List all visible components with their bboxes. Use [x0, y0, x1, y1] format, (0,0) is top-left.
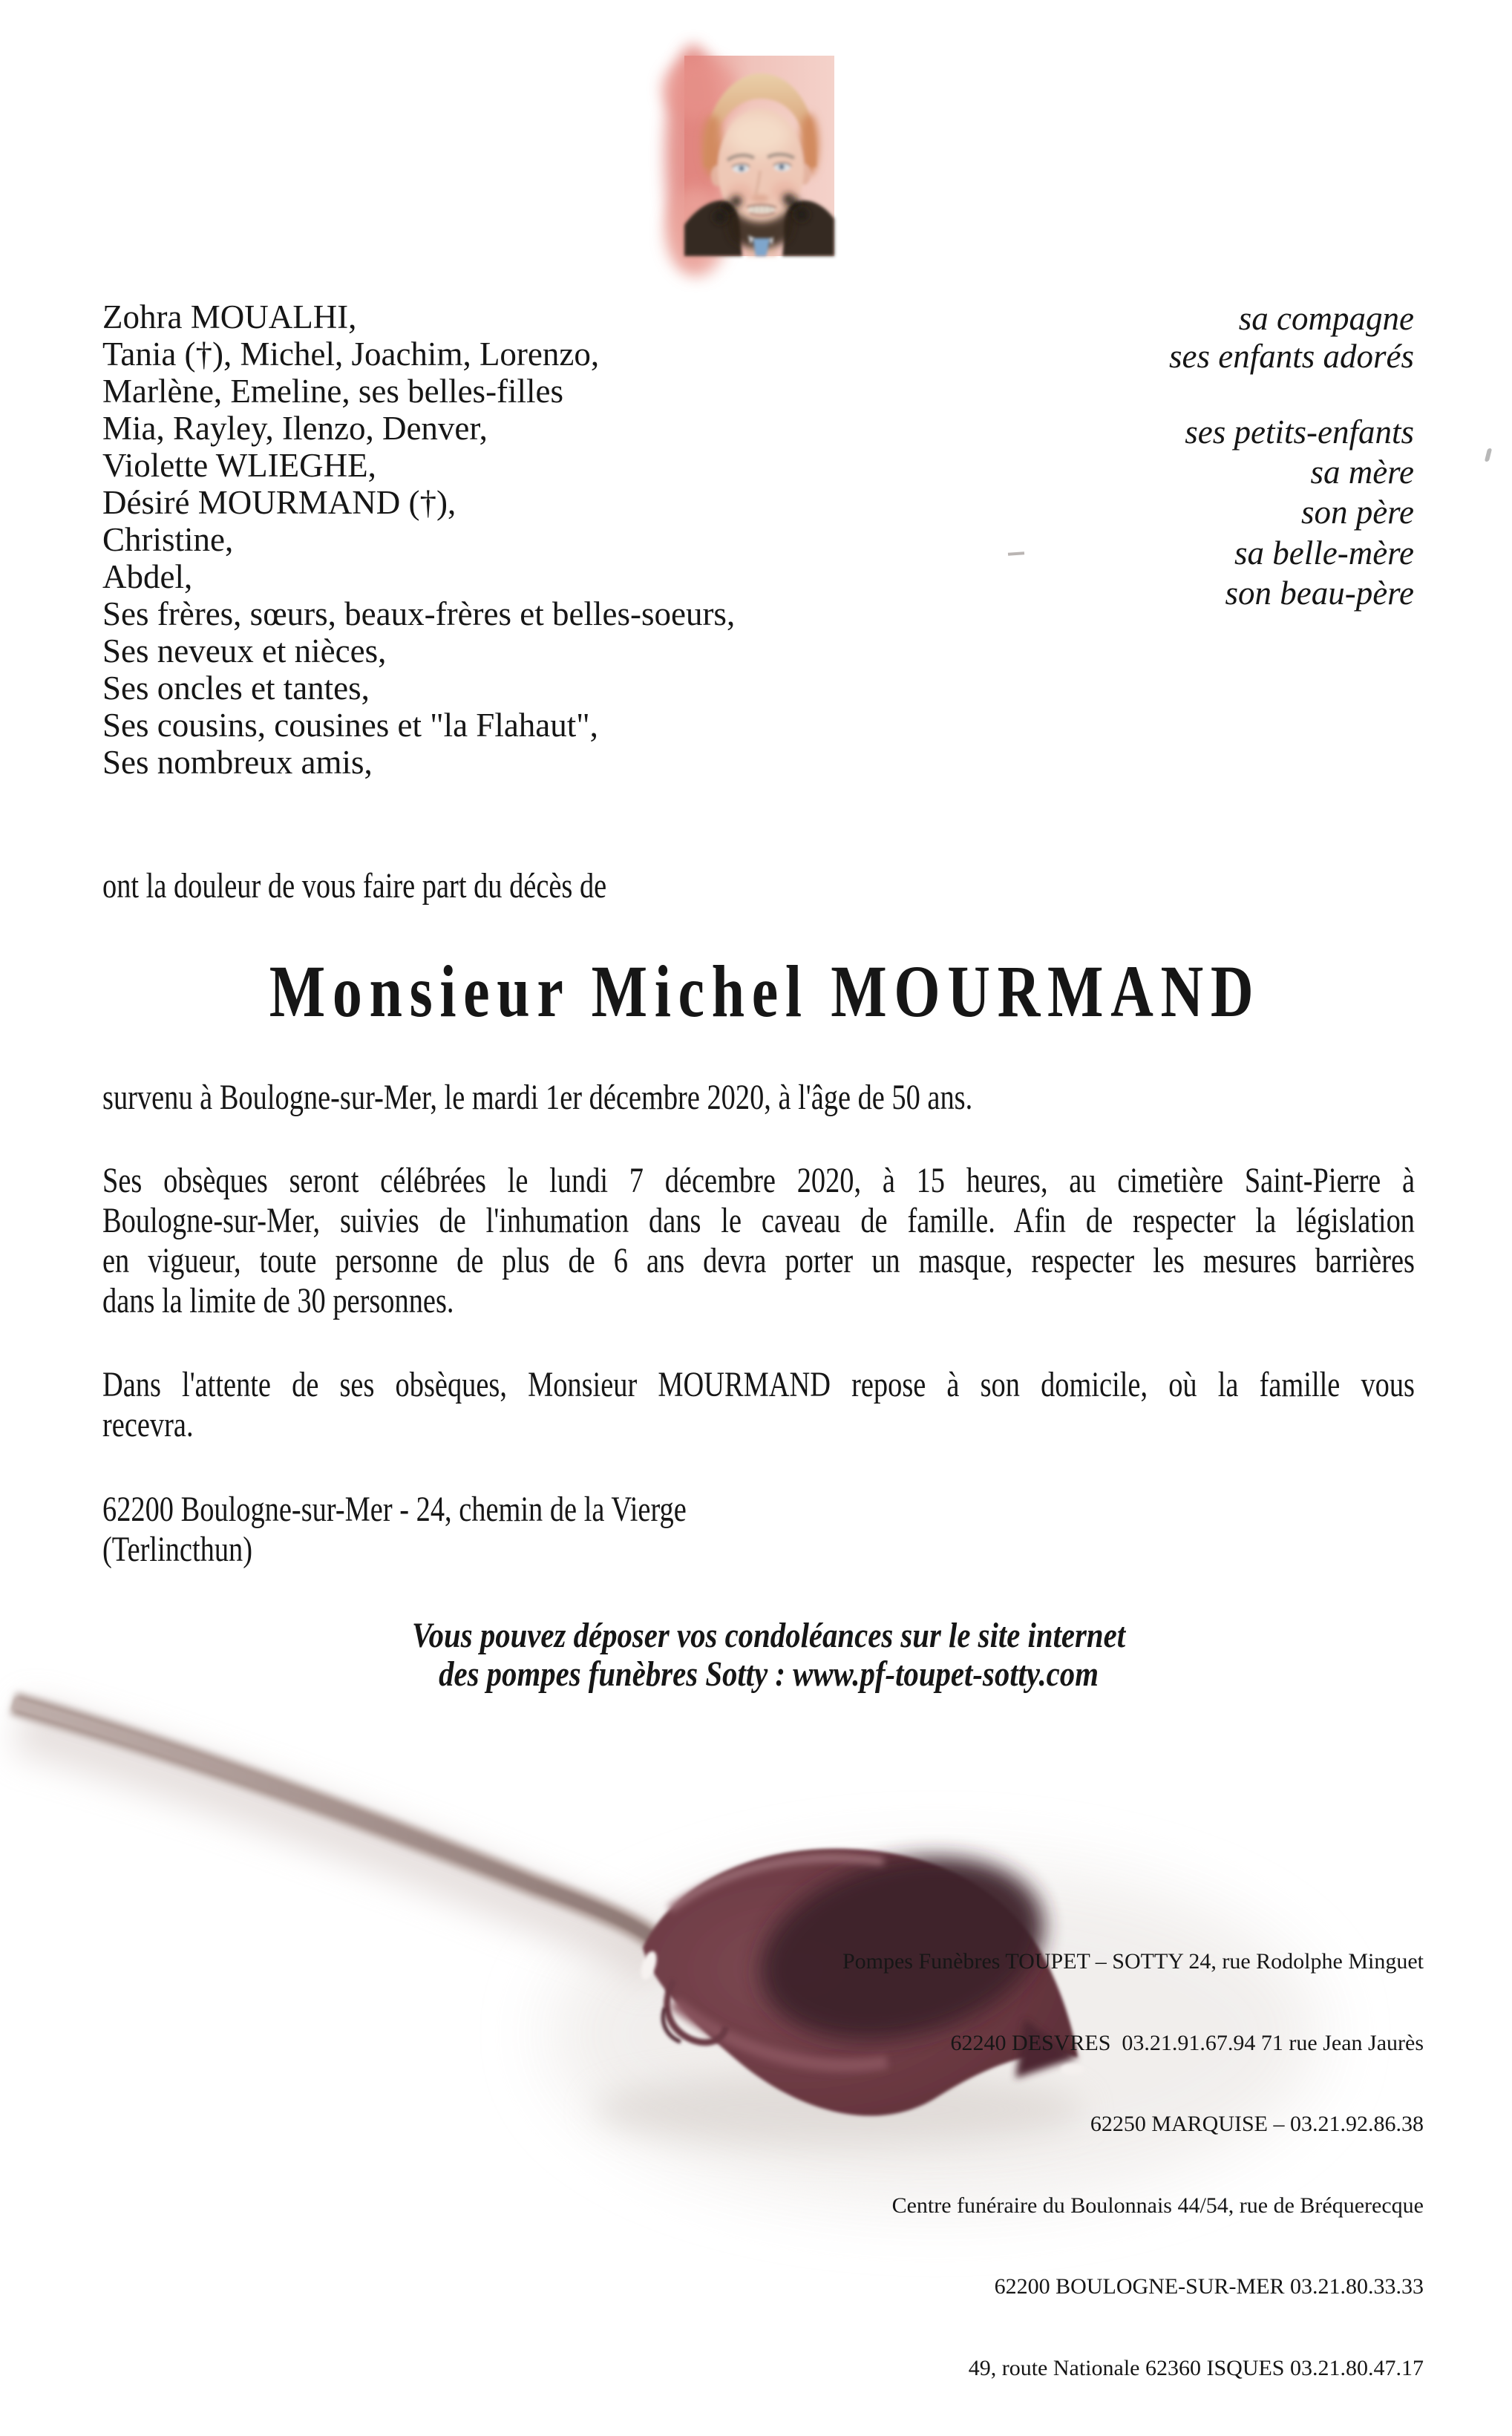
funeral-home-line: 49, route Nationale 62360 ISQUES 03.21.80.47.17 [968, 2355, 1424, 2380]
funeral-details-line: Ses obsèques seront célébrées le lundi 7 décembre 2020, à 15 heures, au cimetière Saint-Pierre à [102, 1161, 1415, 1200]
relation-label: sa belle-mère [1234, 534, 1414, 572]
relation-label: ses petits-enfants [1185, 413, 1414, 451]
scan-artifact-mark [1008, 551, 1024, 556]
family-list [102, 298, 735, 781]
family-row: Ses oncles et tantes, [102, 669, 370, 707]
repose-line: recevra. [102, 1405, 194, 1444]
relation-label: sa compagne [1238, 300, 1414, 337]
family-row: Mia, Rayley, Ilenzo, Denver, [102, 410, 488, 447]
funeral-details-line: en vigueur, toute personne de plus de 6 ans devra porter un masque, respecter les mesures barrières [102, 1241, 1415, 1280]
relation-label: ses enfants adorés [1169, 338, 1414, 375]
funeral-home-line: 62200 BOULOGNE-SUR-MER 03.21.80.33.33 [994, 2274, 1424, 2299]
scan-artifact-mark [1485, 448, 1492, 462]
funeral-details-line: dans la limite de 30 personnes. [102, 1281, 454, 1320]
deceased-name-title: Monsieur Michel MOURMAND [269, 950, 1261, 1032]
funeral-home-line: Centre funéraire du Boulonnais 44/54, rue de Bréquerecque [891, 2193, 1424, 2218]
funeral-home-line: 62250 MARQUISE – 03.21.92.86.38 [1090, 2112, 1424, 2136]
address-line-1: 62200 Boulogne-sur-Mer - 24, chemin de la Vierge [102, 1490, 687, 1529]
family-row: Marlène, Emeline, ses belles-filles [102, 373, 564, 410]
address-line-2: (Terlincthun) [102, 1530, 253, 1569]
funeral-home-line: Pompes Funèbres TOUPET – SOTTY 24, rue Rodolphe Minguet [842, 1949, 1424, 1974]
funeral-details-paragraph [102, 1161, 1415, 1321]
family-row: Abdel, [102, 558, 193, 595]
family-row: Ses cousins, cousines et "la Flahaut", [102, 707, 598, 744]
family-row: Ses frères, sœurs, beaux-frères et belles-soeurs, [102, 595, 736, 632]
family-row: Tania (†), Michel, Joachim, Lorenzo, [102, 335, 600, 373]
funeral-home-line: 62240 DESVRES 03.21.91.67.94 71 rue Jean Jaurès [950, 2030, 1424, 2055]
relation-label: son beau-père [1225, 574, 1414, 612]
funeral-details-line: Boulogne-sur-Mer, suivies de l'inhumation dans le caveau de famille. Afin de respecter la législation [102, 1201, 1415, 1240]
family-row: Désiré MOURMAND (†), [102, 484, 456, 521]
condolence-note-line-1: Vous pouvez déposer vos condoléances sur le site internet [411, 1616, 1126, 1655]
death-notice-line: survenu à Boulogne-sur-Mer, le mardi 1er décembre 2020, à l'âge de 50 ans. [102, 1078, 973, 1117]
family-row: Zohra MOUALHI, [102, 298, 357, 335]
family-row: Violette WLIEGHE, [102, 447, 376, 484]
home-address-block [102, 1490, 1415, 1570]
relation-label: son père [1300, 494, 1414, 531]
relation-label: sa mère [1310, 454, 1414, 491]
repose-line: Dans l'attente de ses obsèques, Monsieur MOURMAND repose à son domicile, où la famille vous [102, 1365, 1415, 1404]
family-row: Ses nombreux amis, [102, 744, 373, 781]
repose-paragraph [102, 1365, 1415, 1445]
intro-line: ont la douleur de vous faire part du décès de [102, 866, 607, 906]
family-row: Christine, [102, 521, 234, 558]
funeral-home-info [842, 1894, 1424, 2436]
memorial-portrait-photo [684, 56, 834, 256]
family-row: Ses neveux et nièces, [102, 632, 387, 669]
condolence-note-line-2: des pompes funèbres Sotty : www.pf-toupet-sotty.com [439, 1654, 1099, 1694]
